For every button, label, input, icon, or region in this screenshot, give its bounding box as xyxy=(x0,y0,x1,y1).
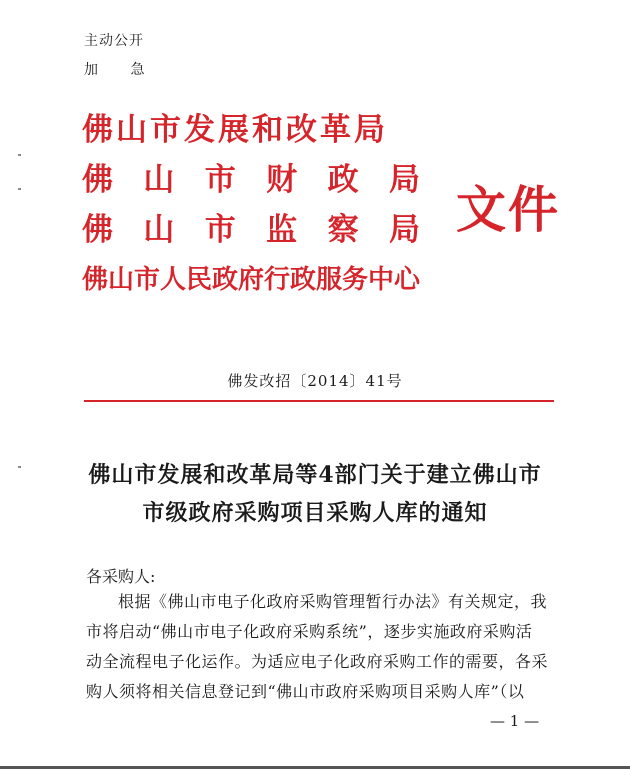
salutation: 各采购人: xyxy=(86,567,156,586)
issuer-3-char: 山 xyxy=(143,212,175,248)
issuer-3-char: 局 xyxy=(388,212,420,248)
body-text-line: 市将启动“佛山市电子化政府采购系统”，逐步实施政府采购活 xyxy=(86,622,533,641)
issuer-line-4: 佛山市人民政府行政服务中心 xyxy=(82,265,421,295)
urgency-label: 加 急 xyxy=(84,62,159,78)
page-number: — 1 — xyxy=(490,712,540,730)
issuer-3-char: 佛 xyxy=(82,212,113,248)
issuer-2-char: 局 xyxy=(388,162,420,198)
body-text-line: 动全流程电子化运作。为适应电子化政府采购工作的需要，各采 xyxy=(86,652,549,671)
issuer-2-char: 市 xyxy=(204,162,236,198)
issuer-2-char: 山 xyxy=(143,162,175,198)
document-word: 文件 xyxy=(456,180,560,239)
disclosure-label: 主动公开 xyxy=(84,33,144,49)
issuer-line-2 xyxy=(82,162,420,198)
issuer-2-char: 佛 xyxy=(82,162,113,198)
document-number: 佛发改招〔2014〕41号 xyxy=(227,372,403,390)
document-title-line-1: 佛山市发展和改革局等4部门关于建立佛山市 xyxy=(88,462,542,488)
bottom-edge-line xyxy=(0,766,630,769)
scan-mark xyxy=(18,466,21,468)
issuer-2-char: 政 xyxy=(327,162,359,198)
issuer-line-1: 佛山市发展和改革局 xyxy=(82,112,388,148)
scan-mark xyxy=(18,188,21,190)
issuer-3-char: 市 xyxy=(204,212,236,248)
document-title-line-2: 市级政府采购项目采购人库的通知 xyxy=(142,500,488,526)
red-separator-line xyxy=(84,400,554,402)
body-text-line: 购人须将相关信息登记到“佛山市政府采购项目采购人库”（以 xyxy=(86,682,525,701)
issuer-3-char: 监 xyxy=(266,212,298,248)
scan-mark xyxy=(18,154,21,156)
body-text-line: 根据《佛山市电子化政府采购管理暂行办法》有关规定，我 xyxy=(118,592,548,611)
issuer-line-3 xyxy=(82,212,420,248)
issuer-3-char: 察 xyxy=(327,212,359,248)
issuer-2-char: 财 xyxy=(266,162,298,198)
